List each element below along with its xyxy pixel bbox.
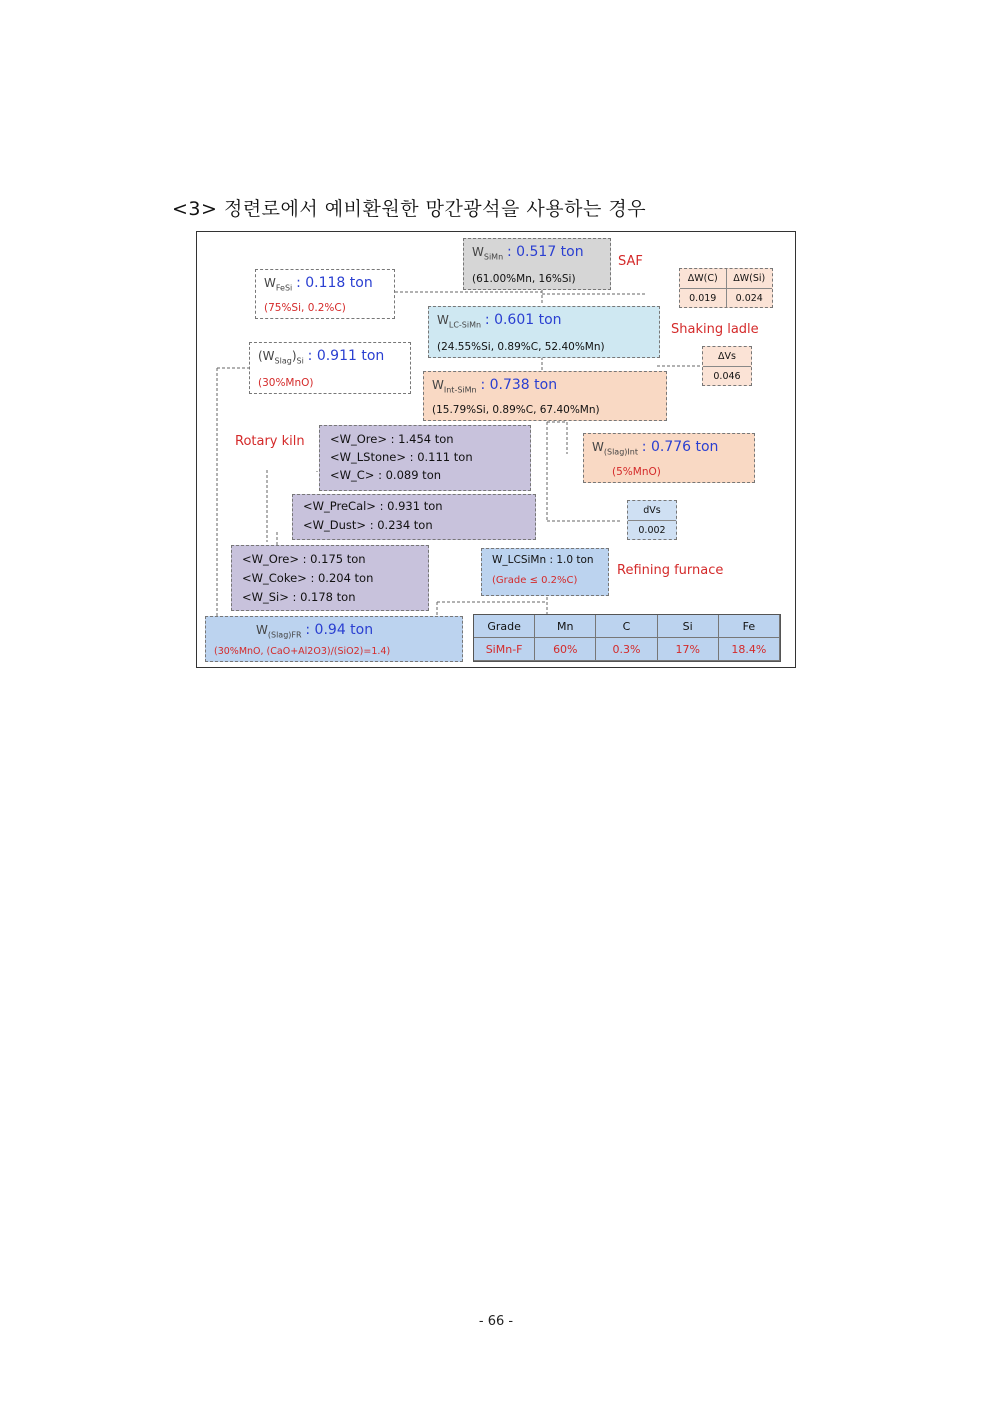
dvs-table-1 [702,346,752,386]
saf-subscript: SiMn [483,252,504,262]
c-value: 0.3% [596,638,657,661]
rotary-line-1: <W_Ore> : 1.454 ton [330,432,454,446]
rotary-line-3: <W_C> : 0.089 ton [330,468,442,482]
slag-si-box [249,342,411,394]
shaking-head-c: ΔW(C) [680,269,727,288]
slag-fr-box [205,616,463,662]
lc-simn-value: : 0.601 ton [484,312,562,328]
lc-simn-composition: (24.55%Si, 0.89%C, 52.40%Mn) [437,341,605,353]
fesi-value: : 0.118 ton [296,275,373,291]
slag-int-box [583,433,755,483]
grade-value: SiMn-F [474,638,535,661]
refining-line-1: W_LCSiMn : 1.0 ton [492,554,594,566]
grade-table [473,614,781,662]
lc-simn-symbol: W [437,313,449,327]
slag-int-subscript: (Slag)Int [603,447,638,457]
ore-line-2: <W_Coke> : 0.204 ton [242,571,374,585]
saf-symbol: W [472,245,484,259]
grade-header: Grade [474,615,535,638]
int-simn-composition: (15.79%Si, 0.89%C, 67.40%Mn) [432,404,600,416]
ore-line-3: <W_Si> : 0.178 ton [242,590,356,604]
slag-fr-value: : 0.94 ton [305,622,374,638]
slag-int-composition: (5%MnO) [612,466,661,478]
refining-furnace-box [481,548,609,596]
lc-simn-subscript: LC-SiMn [448,320,482,330]
int-simn-symbol: W [432,378,444,392]
shaking-head-si: ΔW(Si) [733,273,766,284]
rotary-line-2: <W_LStone> : 0.111 ton [330,450,473,464]
precal-box [292,494,536,540]
shaking-val-c: 0.019 [680,289,727,308]
mn-value: 60% [535,638,596,661]
dvs1-head: ΔVs [718,351,736,362]
section-heading: <3> 정련로에서 예비환원한 망간광석을 사용하는 경우 [172,198,647,220]
fesi-composition: (75%Si, 0.2%C) [264,302,346,314]
slag-int-symbol: W [592,440,604,454]
slag-fr-subscript: (Slag)FR [267,630,302,640]
lc-simn-box [428,306,660,358]
dvs1-val: 0.046 [713,371,741,382]
dvs-table-2 [627,500,677,540]
fesi-box [255,269,395,319]
shaking-ladle-label: Shaking ladle [671,322,759,337]
saf-box [463,238,611,290]
process-flow-diagram [196,231,796,668]
dvs2-val: 0.002 [638,525,666,536]
shaking-val-si: 0.024 [735,293,763,304]
c-header: C [596,615,657,638]
slag-fr-symbol: W [256,623,268,637]
dvs2-head: dVs [643,505,661,516]
ore-line-1: <W_Ore> : 0.175 ton [242,552,366,566]
page-number: - 66 - [478,1314,514,1329]
ore-coke-si-box [231,545,429,611]
slag-int-value: : 0.776 ton [641,439,719,455]
fe-value: 18.4% [719,638,780,661]
mn-header: Mn [535,615,596,638]
rotary-kiln-box [319,425,531,491]
slag-fr-composition: (30%MnO, (CaO+Al2O3)/(SiO2)=1.4) [214,646,391,657]
precal-line-2: <W_Dust> : 0.234 ton [303,518,433,532]
fe-header: Fe [719,615,780,638]
slag-si-subscript-2: Si [296,356,304,366]
int-simn-value: : 0.738 ton [480,377,558,393]
int-simn-subscript: Int-SiMn [443,385,477,395]
saf-label: SAF [618,254,643,269]
int-simn-box [423,371,667,421]
fesi-subscript: FeSi [275,283,293,293]
slag-si-subscript: Slag [274,356,292,366]
si-value: 17% [658,638,719,661]
slag-si-symbol: (W [258,349,275,363]
refining-furnace-label: Refining furnace [617,563,724,578]
refining-line-2: (Grade ≤ 0.2%C) [492,575,578,586]
saf-value: : 0.517 ton [506,244,584,260]
precal-line-1: <W_PreCal> : 0.931 ton [303,499,443,513]
slag-si-value: : 0.911 ton [307,348,385,364]
saf-composition: (61.00%Mn, 16%Si) [472,273,576,285]
rotary-kiln-label: Rotary kiln [235,434,305,449]
si-header: Si [658,615,719,638]
slag-si-composition: (30%MnO) [258,377,314,389]
slag-si-close: ) [291,349,297,363]
fesi-symbol: W [264,276,276,290]
shaking-ladle-table [679,268,773,308]
